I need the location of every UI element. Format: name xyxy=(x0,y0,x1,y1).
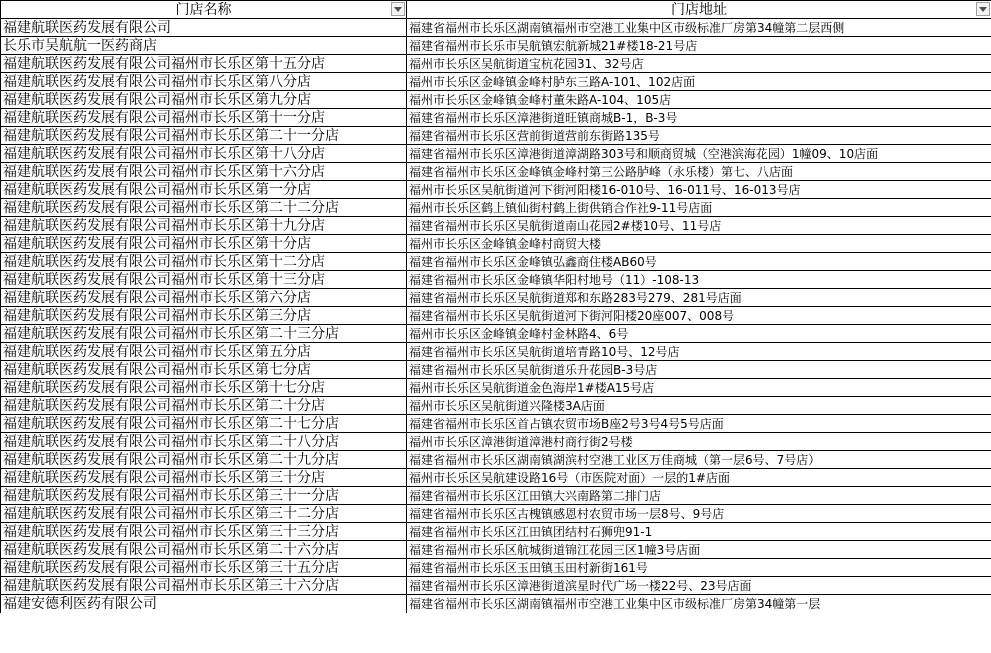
cell-store-address[interactable]: 福建省福州市长乐区江田镇团结村石狮兜91-1 xyxy=(407,523,991,541)
cell-store-address[interactable]: 福建省福州市长乐区金峰镇华阳村地号（11）-108-13 xyxy=(407,271,991,289)
cell-store-address[interactable]: 福州市长乐区吴航建设路16号（市医院对面）一层的1#店面 xyxy=(407,469,991,487)
dropdown-arrow-icon xyxy=(394,7,402,12)
cell-store-name[interactable]: 福建航联医药发展有限公司福州市长乐区第十六分店 xyxy=(1,163,407,181)
cell-store-name[interactable]: 福建航联医药发展有限公司福州市长乐区第二十七分店 xyxy=(1,415,407,433)
cell-store-address[interactable]: 福建省福州市长乐区金峰镇金峰村第三公路胪峰（永乐楼）第七、八店面 xyxy=(407,163,991,181)
table-row xyxy=(1,343,991,361)
cell-store-address[interactable]: 福州市长乐区漳港街道漳港村商行街2号楼 xyxy=(407,433,991,451)
table-row xyxy=(1,505,991,523)
table-row xyxy=(1,379,991,397)
table-row xyxy=(1,127,991,145)
table-row xyxy=(1,235,991,253)
table-row xyxy=(1,271,991,289)
cell-store-address[interactable]: 福州市长乐区金峰镇金峰村胪东三路A-101、102店面 xyxy=(407,73,991,91)
cell-store-address[interactable]: 福州市长乐区吴航街道金色海岸1#楼A15号店 xyxy=(407,379,991,397)
cell-store-address[interactable]: 福州市长乐区吴航街道宝杭花园31、32号店 xyxy=(407,55,991,73)
dropdown-arrow-icon xyxy=(979,7,987,12)
table-row xyxy=(1,559,991,577)
cell-store-name[interactable]: 福建航联医药发展有限公司福州市长乐区第十一分店 xyxy=(1,109,407,127)
cell-store-address[interactable]: 福建省福州市长乐区航城街道锦江花园三区1幢3号店面 xyxy=(407,541,991,559)
table-row xyxy=(1,73,991,91)
cell-store-name[interactable]: 福建航联医药发展有限公司福州市长乐区第十三分店 xyxy=(1,271,407,289)
cell-store-name[interactable]: 福建航联医药发展有限公司福州市长乐区第二十六分店 xyxy=(1,541,407,559)
table-row xyxy=(1,199,991,217)
cell-store-address[interactable]: 福州市长乐区金峰镇金峰村金林路4、6号 xyxy=(407,325,991,343)
cell-store-name[interactable]: 福建航联医药发展有限公司福州市长乐区第二十分店 xyxy=(1,397,407,415)
cell-store-address[interactable]: 福建省福州市长乐区金峰镇弘鑫商住楼AB60号 xyxy=(407,253,991,271)
table-row xyxy=(1,595,991,613)
cell-store-address[interactable]: 福州市长乐区吴航街道河下街河阳楼16-010号、16-011号、16-013号店 xyxy=(407,181,991,199)
table-row xyxy=(1,109,991,127)
cell-store-name[interactable]: 福建航联医药发展有限公司福州市长乐区第三十二分店 xyxy=(1,505,407,523)
cell-store-address[interactable]: 福建省福州市长乐区营前街道营前东街路135号 xyxy=(407,127,991,145)
cell-store-name[interactable]: 福建航联医药发展有限公司福州市长乐区第三十三分店 xyxy=(1,523,407,541)
cell-store-address[interactable]: 福建省福州市长乐区吴航街道河下街河阳楼20座007、008号 xyxy=(407,307,991,325)
cell-store-address[interactable]: 福建省福州市长乐区湖南镇福州市空港工业集中区市级标准厂房第34幢第二层西侧 xyxy=(407,19,991,37)
table-row xyxy=(1,163,991,181)
header-store-name[interactable] xyxy=(1,1,407,19)
table-row xyxy=(1,397,991,415)
table-row xyxy=(1,361,991,379)
cell-store-name[interactable]: 福建航联医药发展有限公司福州市长乐区第十五分店 xyxy=(1,55,407,73)
cell-store-address[interactable]: 福建省福州市长乐市吴航镇宏航新城21#楼18-21号店 xyxy=(407,37,991,55)
cell-store-name[interactable]: 福建航联医药发展有限公司福州市长乐区第三分店 xyxy=(1,307,407,325)
cell-store-address[interactable]: 福建省福州市长乐区湖南镇湖滨村空港工业区万佳商城（第一层6号、7号店） xyxy=(407,451,991,469)
cell-store-address[interactable]: 福建省福州市长乐区首占镇农贸市场B座2号3号4号5号店面 xyxy=(407,415,991,433)
cell-store-name[interactable]: 福建航联医药发展有限公司福州市长乐区第七分店 xyxy=(1,361,407,379)
cell-store-address[interactable]: 福州市长乐区金峰镇金峰村商贸大楼 xyxy=(407,235,991,253)
cell-store-name[interactable]: 福建航联医药发展有限公司福州市长乐区第三十一分店 xyxy=(1,487,407,505)
cell-store-address[interactable]: 福州市长乐区吴航街道兴隆楼3A店面 xyxy=(407,397,991,415)
table-row xyxy=(1,253,991,271)
table-row xyxy=(1,487,991,505)
cell-store-address[interactable]: 福建省福州市长乐区江田镇大兴南路第二排门店 xyxy=(407,487,991,505)
table-row xyxy=(1,55,991,73)
table-row xyxy=(1,541,991,559)
table-row xyxy=(1,181,991,199)
cell-store-name[interactable]: 福建航联医药发展有限公司福州市长乐区第八分店 xyxy=(1,73,407,91)
header-row xyxy=(1,1,991,19)
cell-store-name[interactable]: 福建航联医药发展有限公司福州市长乐区第十九分店 xyxy=(1,217,407,235)
cell-store-address[interactable]: 福建省福州市长乐区漳港街道滨星时代广场一楼22号、23号店面 xyxy=(407,577,991,595)
table-row xyxy=(1,433,991,451)
table-row xyxy=(1,37,991,55)
table-row xyxy=(1,523,991,541)
cell-store-address[interactable]: 福建省福州市长乐区湖南镇福州市空港工业集中区市级标准厂房第34幢第一层 xyxy=(407,595,991,613)
cell-store-name[interactable]: 福建航联医药发展有限公司福州市长乐区第十分店 xyxy=(1,235,407,253)
cell-store-name[interactable]: 福建航联医药发展有限公司福州市长乐区第十八分店 xyxy=(1,145,407,163)
cell-store-address[interactable]: 福建省福州市长乐区吴航街道培青路10号、12号店 xyxy=(407,343,991,361)
cell-store-address[interactable]: 福建省福州市长乐区吴航街道郑和东路283号279、281号店面 xyxy=(407,289,991,307)
cell-store-address[interactable]: 福建省福州市长乐区吴航街道南山花园2#楼10号、11号店 xyxy=(407,217,991,235)
cell-store-address[interactable]: 福州市长乐区鹤上镇仙街村鹤上街供销合作社9-11号店面 xyxy=(407,199,991,217)
cell-store-name[interactable]: 福建航联医药发展有限公司福州市长乐区第三十六分店 xyxy=(1,577,407,595)
table-row xyxy=(1,19,991,37)
table-row xyxy=(1,469,991,487)
cell-store-name[interactable]: 长乐市吴航航一医药商店 xyxy=(1,37,407,55)
cell-store-name[interactable]: 福建航联医药发展有限公司福州市长乐区第五分店 xyxy=(1,343,407,361)
table-row xyxy=(1,307,991,325)
cell-store-name[interactable]: 福建安德利医药有限公司 xyxy=(1,595,407,613)
cell-store-name[interactable]: 福建航联医药发展有限公司福州市长乐区第一分店 xyxy=(1,181,407,199)
cell-store-name[interactable]: 福建航联医药发展有限公司福州市长乐区第十二分店 xyxy=(1,253,407,271)
cell-store-address[interactable]: 福建省福州市长乐区吴航街道乐升花园B-3号店 xyxy=(407,361,991,379)
filter-dropdown-button-store-name[interactable] xyxy=(391,2,405,16)
cell-store-name[interactable]: 福建航联医药发展有限公司福州市长乐区第二十二分店 xyxy=(1,199,407,217)
cell-store-name[interactable]: 福建航联医药发展有限公司福州市长乐区第二十三分店 xyxy=(1,325,407,343)
cell-store-name[interactable]: 福建航联医药发展有限公司福州市长乐区第三十分店 xyxy=(1,469,407,487)
cell-store-name[interactable]: 福建航联医药发展有限公司福州市长乐区第六分店 xyxy=(1,289,407,307)
table-row xyxy=(1,577,991,595)
cell-store-name[interactable]: 福建航联医药发展有限公司福州市长乐区第二十一分店 xyxy=(1,127,407,145)
table-row xyxy=(1,145,991,163)
header-store-address-label: 门店地址 xyxy=(671,1,727,18)
cell-store-address[interactable]: 福建省福州市长乐区漳港街道旺镇商城B-1，B-3号 xyxy=(407,109,991,127)
cell-store-name[interactable]: 福建航联医药发展有限公司福州市长乐区第三十五分店 xyxy=(1,559,407,577)
table-row xyxy=(1,325,991,343)
cell-store-address[interactable]: 福建省福州市长乐区玉田镇玉田村新街161号 xyxy=(407,559,991,577)
table-row xyxy=(1,217,991,235)
cell-store-name[interactable]: 福建航联医药发展有限公司福州市长乐区第二十九分店 xyxy=(1,451,407,469)
cell-store-name[interactable]: 福建航联医药发展有限公司福州市长乐区第二十八分店 xyxy=(1,433,407,451)
cell-store-address[interactable]: 福州市长乐区金峰镇金峰村董朱路A-104、105店 xyxy=(407,91,991,109)
table-row xyxy=(1,91,991,109)
table-row xyxy=(1,415,991,433)
cell-store-name[interactable]: 福建航联医药发展有限公司福州市长乐区第十七分店 xyxy=(1,379,407,397)
cell-store-address[interactable]: 福建省福州市长乐区古槐镇感恩村农贸市场一层8号、9号店 xyxy=(407,505,991,523)
table-row xyxy=(1,451,991,469)
header-store-address[interactable] xyxy=(407,1,991,19)
filter-dropdown-button-store-address[interactable] xyxy=(976,2,990,16)
cell-store-address[interactable]: 福建省福州市长乐区漳港街道漳湖路303号和顺商贸城（空港滨海花园）1幢09、10店面 xyxy=(407,145,991,163)
cell-store-name[interactable]: 福建航联医药发展有限公司福州市长乐区第九分店 xyxy=(1,91,407,109)
table-row xyxy=(1,289,991,307)
cell-store-name[interactable]: 福建航联医药发展有限公司 xyxy=(1,19,407,37)
header-store-name-label: 门店名称 xyxy=(175,1,232,18)
